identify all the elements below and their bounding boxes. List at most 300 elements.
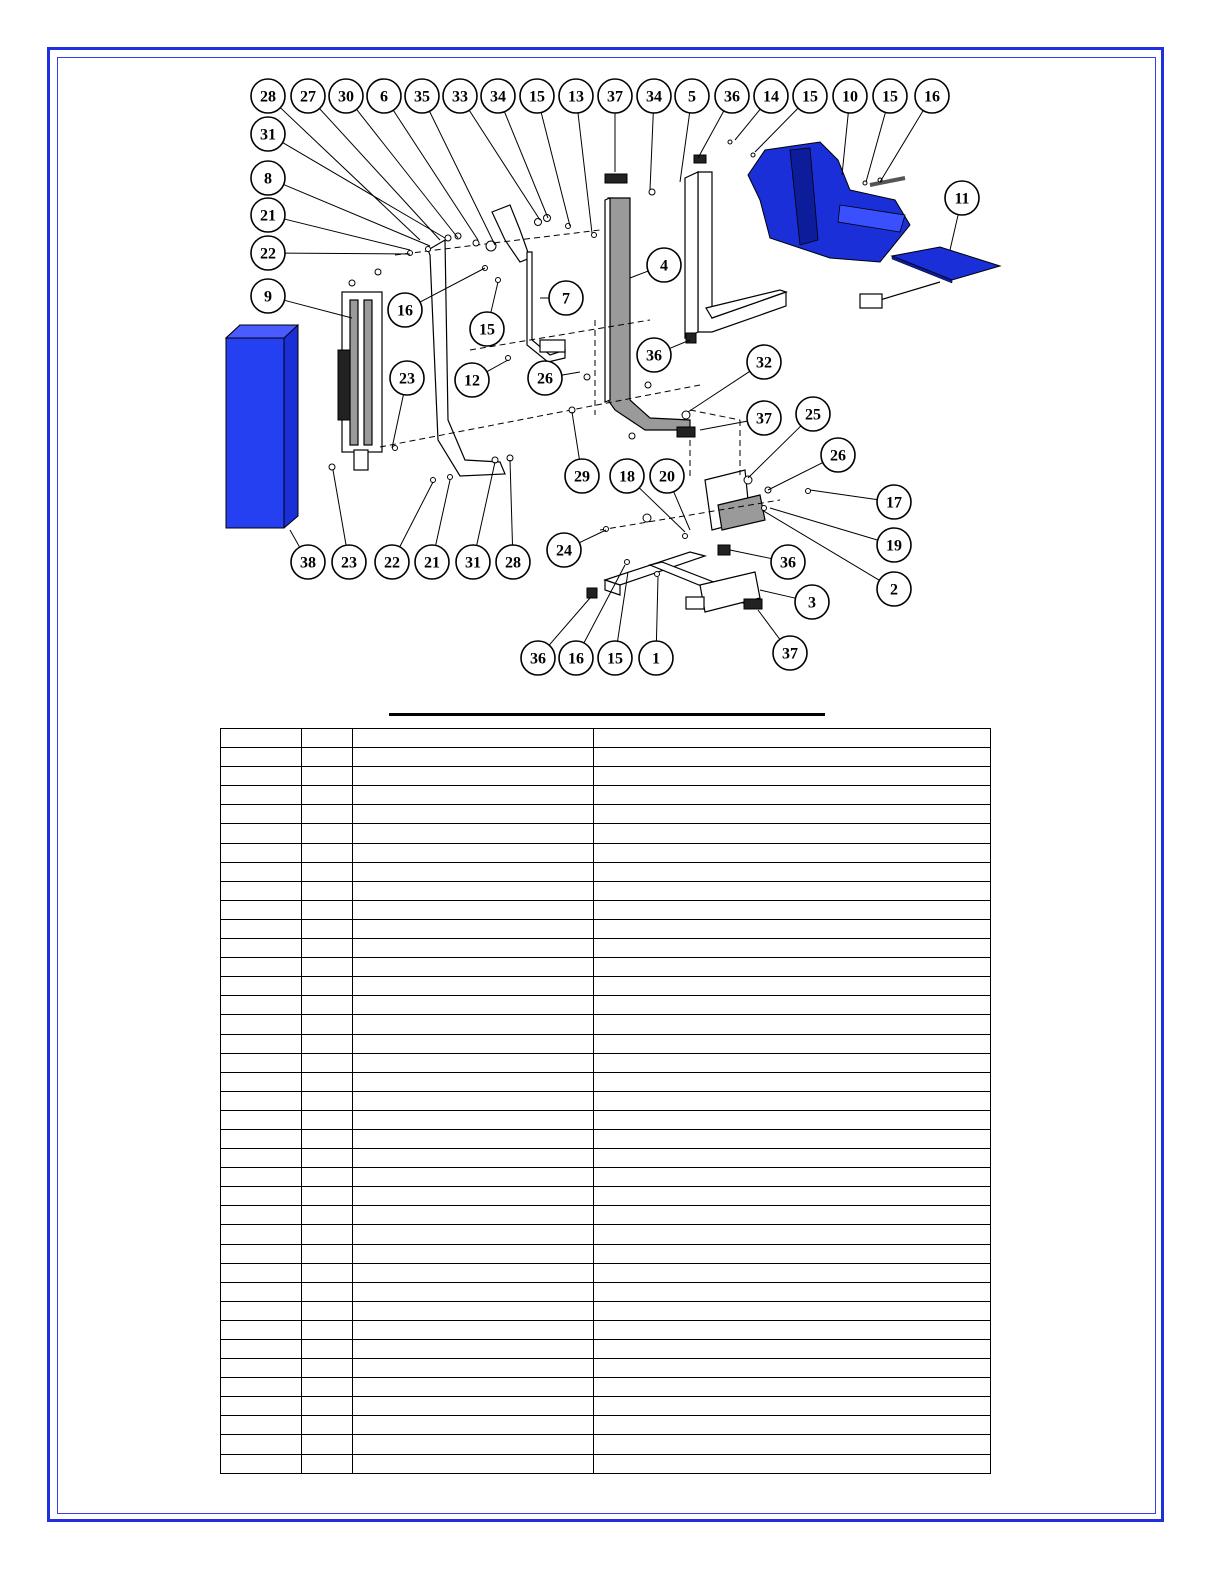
part-callout (675, 79, 709, 113)
part-callout (251, 161, 285, 195)
table-cell (302, 1206, 353, 1225)
table-row (221, 977, 991, 996)
leader-line (290, 530, 300, 547)
part-callout (251, 279, 285, 313)
table-cell (353, 939, 594, 958)
table-cell (221, 1149, 302, 1168)
part-callout (877, 485, 911, 519)
leader-line (760, 590, 795, 598)
callout-label: 7 (562, 290, 570, 308)
table-cell (221, 1301, 302, 1320)
callout-label: 23 (399, 370, 415, 388)
part-callout (565, 459, 599, 493)
table-cell (302, 1282, 353, 1301)
callout-label: 22 (260, 245, 276, 263)
table-cell (353, 996, 594, 1015)
table-cell (302, 1053, 353, 1072)
callout-label: 4 (660, 257, 668, 275)
table-row (221, 958, 991, 977)
leader-line (429, 111, 495, 245)
callout-label: 1 (652, 650, 660, 668)
table-cell (302, 1244, 353, 1263)
part-callout (415, 545, 449, 579)
part-callout (877, 572, 911, 606)
table-cell (353, 1149, 594, 1168)
callout-label: 25 (805, 406, 821, 424)
table-cell (302, 1320, 353, 1339)
part-callout (443, 79, 477, 113)
table-cell (302, 919, 353, 938)
table-cell (221, 805, 302, 824)
table-cell (302, 1034, 353, 1053)
table-row (221, 1282, 991, 1301)
part-callout (559, 641, 593, 675)
leader-line (572, 412, 579, 459)
part-callout (877, 528, 911, 562)
part-callout (650, 459, 684, 493)
table-cell (302, 1301, 353, 1320)
leader-line (698, 111, 724, 158)
callout-label: 16 (568, 650, 584, 668)
table-cell (302, 748, 353, 767)
table-cell (594, 1244, 991, 1263)
table-cell (594, 1129, 991, 1148)
leader-line (688, 371, 750, 412)
table-row (221, 1340, 991, 1359)
callout-label: 27 (300, 88, 316, 106)
callout-label: 15 (529, 88, 545, 106)
callout-label: 35 (414, 88, 430, 106)
table-cell (353, 1053, 594, 1072)
table-cell (594, 729, 991, 748)
table-cell (594, 1225, 991, 1244)
callout-label: 29 (574, 468, 590, 486)
table-cell (353, 805, 594, 824)
part-callout (821, 438, 855, 472)
table-row (221, 1378, 991, 1397)
table-cell (221, 958, 302, 977)
table-cell (221, 729, 302, 748)
table-cell (594, 1340, 991, 1359)
exploded-parts-diagram (0, 0, 1225, 700)
table-cell (594, 1187, 991, 1206)
table-row (221, 1015, 991, 1034)
link-plate (492, 205, 530, 262)
part-callout (945, 181, 979, 215)
table-row (221, 1397, 991, 1416)
table-cell (221, 1091, 302, 1110)
table-cell (302, 1129, 353, 1148)
part-callout (795, 585, 829, 619)
table-cell (594, 1149, 991, 1168)
table-cell (594, 862, 991, 881)
table-cell (221, 1416, 302, 1435)
leader-line (285, 219, 410, 250)
leader-line (768, 463, 823, 490)
table-cell (353, 1282, 594, 1301)
callout-label: 11 (954, 190, 970, 208)
part-callout (915, 79, 949, 113)
table-cell (302, 977, 353, 996)
table-cell (594, 939, 991, 958)
table-cell (221, 1244, 302, 1263)
part-callout (521, 641, 555, 675)
part-callout (251, 198, 285, 232)
table-cell (302, 1359, 353, 1378)
table-row (221, 1206, 991, 1225)
callout-label: 19 (886, 537, 902, 555)
leader-line (735, 109, 760, 140)
table-cell (221, 1053, 302, 1072)
blue-cover-box (226, 325, 298, 528)
callout-label: 37 (782, 645, 798, 663)
table-cell (594, 1397, 991, 1416)
table-cell (353, 958, 594, 977)
leader-line (730, 550, 771, 559)
table-cell (353, 748, 594, 767)
part-callout (291, 79, 325, 113)
callout-label: 26 (830, 447, 846, 465)
table-cell (302, 1416, 353, 1435)
table-cell (594, 1416, 991, 1435)
part-callout (405, 79, 439, 113)
leader-line (357, 109, 458, 238)
callout-label: 37 (756, 410, 772, 428)
table-cell (302, 939, 353, 958)
part-callout (873, 79, 907, 113)
table-row (221, 996, 991, 1015)
table-title-rule (389, 713, 825, 716)
callout-label: 32 (756, 354, 772, 372)
callout-label: 21 (260, 207, 276, 225)
callout-label: 24 (556, 542, 572, 560)
table-cell (353, 1359, 594, 1378)
part-callout (496, 545, 530, 579)
table-cell (302, 1378, 353, 1397)
table-cell (594, 996, 991, 1015)
table-row (221, 1187, 991, 1206)
leader-line (504, 112, 548, 218)
table-cell (594, 1454, 991, 1473)
table-cell (221, 1110, 302, 1129)
callout-label: 36 (724, 88, 740, 106)
table-cell (302, 996, 353, 1015)
part-callout (520, 79, 554, 113)
leader-line (866, 112, 885, 182)
callout-label: 16 (924, 88, 940, 106)
table-cell (221, 1378, 302, 1397)
table-cell (302, 1149, 353, 1168)
callout-label: 36 (780, 554, 796, 572)
table-cell (302, 862, 353, 881)
leader-line (549, 598, 590, 645)
table-cell (221, 939, 302, 958)
table-cell (221, 786, 302, 805)
callout-label: 28 (505, 554, 521, 572)
table-cell (594, 1378, 991, 1397)
table-cell (594, 977, 991, 996)
table-row (221, 1454, 991, 1473)
table-cell (353, 1091, 594, 1110)
leader-line (393, 110, 478, 240)
leader-line (541, 112, 570, 226)
table-cell (302, 1225, 353, 1244)
leader-line (810, 490, 877, 500)
table-cell (594, 1301, 991, 1320)
part-callout (773, 636, 807, 670)
part-callout (747, 401, 781, 435)
table-cell (221, 996, 302, 1015)
table-row (221, 1091, 991, 1110)
leader-line (650, 113, 653, 190)
blue-seat-assembly (748, 142, 910, 262)
table-cell (594, 1320, 991, 1339)
table-cell (353, 1416, 594, 1435)
callout-label: 23 (341, 554, 357, 572)
leader-line (333, 470, 346, 545)
part-callout (251, 79, 285, 113)
table-cell (353, 1244, 594, 1263)
table-row (221, 1149, 991, 1168)
table-cell (353, 729, 594, 748)
callout-label: 9 (264, 288, 272, 306)
leader-line (436, 480, 450, 545)
table-cell (594, 1206, 991, 1225)
table-row (221, 1263, 991, 1282)
callout-label: 34 (490, 88, 506, 106)
part-callout (549, 281, 583, 315)
table-cell (221, 1168, 302, 1187)
table-cell (353, 919, 594, 938)
table-row (221, 1225, 991, 1244)
table-cell (594, 805, 991, 824)
table-cell (221, 1282, 302, 1301)
table-cell (594, 1168, 991, 1187)
table-cell (353, 977, 594, 996)
table-cell (594, 1110, 991, 1129)
callout-label: 31 (465, 554, 481, 572)
table-cell (302, 1168, 353, 1187)
table-cell (594, 786, 991, 805)
table-cell (302, 843, 353, 862)
leader-line (400, 482, 433, 547)
table-cell (353, 1340, 594, 1359)
callout-label: 18 (619, 468, 635, 486)
table-cell (594, 919, 991, 938)
table-cell (221, 1225, 302, 1244)
table-cell (594, 958, 991, 977)
callout-label: 33 (452, 88, 468, 106)
leader-line (579, 530, 606, 543)
leader-line (758, 610, 780, 639)
part-callout (481, 79, 515, 113)
callout-label: 12 (464, 372, 480, 390)
callout-label: 38 (300, 554, 316, 572)
table-row (221, 786, 991, 805)
table-cell (221, 767, 302, 786)
table-cell (221, 1187, 302, 1206)
leader-line (469, 110, 540, 220)
leader-line (630, 271, 648, 278)
table-cell (594, 1072, 991, 1091)
table-cell (353, 1320, 594, 1339)
callout-label: 15 (607, 650, 623, 668)
table-cell (594, 1263, 991, 1282)
table-row (221, 862, 991, 881)
callout-label: 36 (530, 650, 546, 668)
table-cell (221, 1206, 302, 1225)
table-cell (221, 1359, 302, 1378)
table-row (221, 1072, 991, 1091)
callout-label: 10 (842, 88, 858, 106)
table-cell (302, 805, 353, 824)
part-callout (251, 117, 285, 151)
pivot-arm (428, 240, 505, 476)
part-callout (610, 459, 644, 493)
leader-line (674, 492, 690, 530)
table-cell (221, 1129, 302, 1148)
callout-label: 30 (338, 88, 354, 106)
leader-line (510, 460, 513, 545)
table-row (221, 939, 991, 958)
table-row (221, 881, 991, 900)
table-cell (221, 1340, 302, 1359)
callout-label: 21 (424, 554, 440, 572)
part-callout (715, 79, 749, 113)
callout-label: 22 (384, 554, 400, 572)
leader-line (280, 108, 420, 240)
table-cell (302, 900, 353, 919)
table-cell (353, 786, 594, 805)
table-cell (221, 824, 302, 843)
table-cell (302, 729, 353, 748)
leader-line (755, 108, 798, 152)
table-cell (221, 843, 302, 862)
table-cell (353, 1206, 594, 1225)
table-cell (353, 1072, 594, 1091)
table-cell (353, 1378, 594, 1397)
table-cell (221, 881, 302, 900)
table-cell (221, 862, 302, 881)
table-row (221, 1359, 991, 1378)
mount-bracket (705, 470, 765, 530)
table-cell (221, 1072, 302, 1091)
part-callout (771, 545, 805, 579)
callout-label: 17 (886, 494, 902, 512)
table-row (221, 919, 991, 938)
table-cell (302, 1340, 353, 1359)
table-row (221, 1034, 991, 1053)
callout-label: 14 (763, 88, 779, 106)
table-row (221, 824, 991, 843)
leader-line (420, 268, 485, 302)
table-cell (594, 1015, 991, 1034)
callout-label: 5 (688, 88, 696, 106)
table-cell (594, 1359, 991, 1378)
part-callout (390, 361, 424, 395)
table-cell (353, 1168, 594, 1187)
leader-line (392, 395, 403, 448)
table-cell (594, 843, 991, 862)
callout-label: 8 (264, 170, 272, 188)
part-callout (329, 79, 363, 113)
table-cell (594, 748, 991, 767)
table-cell (353, 843, 594, 862)
table-cell (302, 1435, 353, 1454)
table-cell (302, 1072, 353, 1091)
callout-label: 2 (890, 581, 898, 599)
part-callout (833, 79, 867, 113)
part-callout (375, 545, 409, 579)
table-cell (221, 977, 302, 996)
leader-line (680, 113, 690, 182)
callout-label: 28 (260, 88, 276, 106)
table-cell (302, 958, 353, 977)
leader-line (670, 340, 690, 348)
table-cell (594, 1091, 991, 1110)
callout-label: 34 (646, 88, 662, 106)
table-cell (302, 1091, 353, 1110)
table-cell (221, 1454, 302, 1473)
part-callout (547, 533, 581, 567)
part-callout (332, 545, 366, 579)
part-callout (754, 79, 788, 113)
callout-label: 6 (380, 88, 388, 106)
table-cell (302, 1187, 353, 1206)
table-cell (221, 1397, 302, 1416)
table-cell (353, 824, 594, 843)
table-cell (353, 1263, 594, 1282)
callout-label: 15 (479, 321, 495, 339)
part-callout (747, 345, 781, 379)
callout-label: 37 (607, 88, 623, 106)
table-cell (353, 1301, 594, 1320)
table-row (221, 1416, 991, 1435)
table-row (221, 1244, 991, 1263)
callout-label: 31 (260, 126, 276, 144)
leader-line (285, 253, 410, 254)
table-cell (221, 1034, 302, 1053)
table-cell (353, 1187, 594, 1206)
table-cell (302, 1015, 353, 1034)
leader-line (950, 215, 958, 250)
leader-line (487, 360, 508, 372)
table-row (221, 729, 991, 748)
leader-line (639, 488, 685, 532)
table-cell (302, 767, 353, 786)
part-callout (637, 79, 671, 113)
table-cell (353, 1397, 594, 1416)
part-callout (793, 79, 827, 113)
table-cell (353, 900, 594, 919)
callout-label: 15 (802, 88, 818, 106)
part-callout (367, 79, 401, 113)
part-callout (639, 641, 673, 675)
table-cell (594, 767, 991, 786)
part-callout (470, 312, 504, 346)
table-cell (353, 1225, 594, 1244)
part-callout (251, 236, 285, 270)
table-row (221, 1129, 991, 1148)
leader-line (578, 113, 592, 233)
table-row (221, 1320, 991, 1339)
table-row (221, 1053, 991, 1072)
table-cell (594, 900, 991, 919)
callout-label: 36 (646, 347, 662, 365)
part-callout (455, 363, 489, 397)
part-callout (528, 361, 562, 395)
leader-line (880, 111, 923, 182)
